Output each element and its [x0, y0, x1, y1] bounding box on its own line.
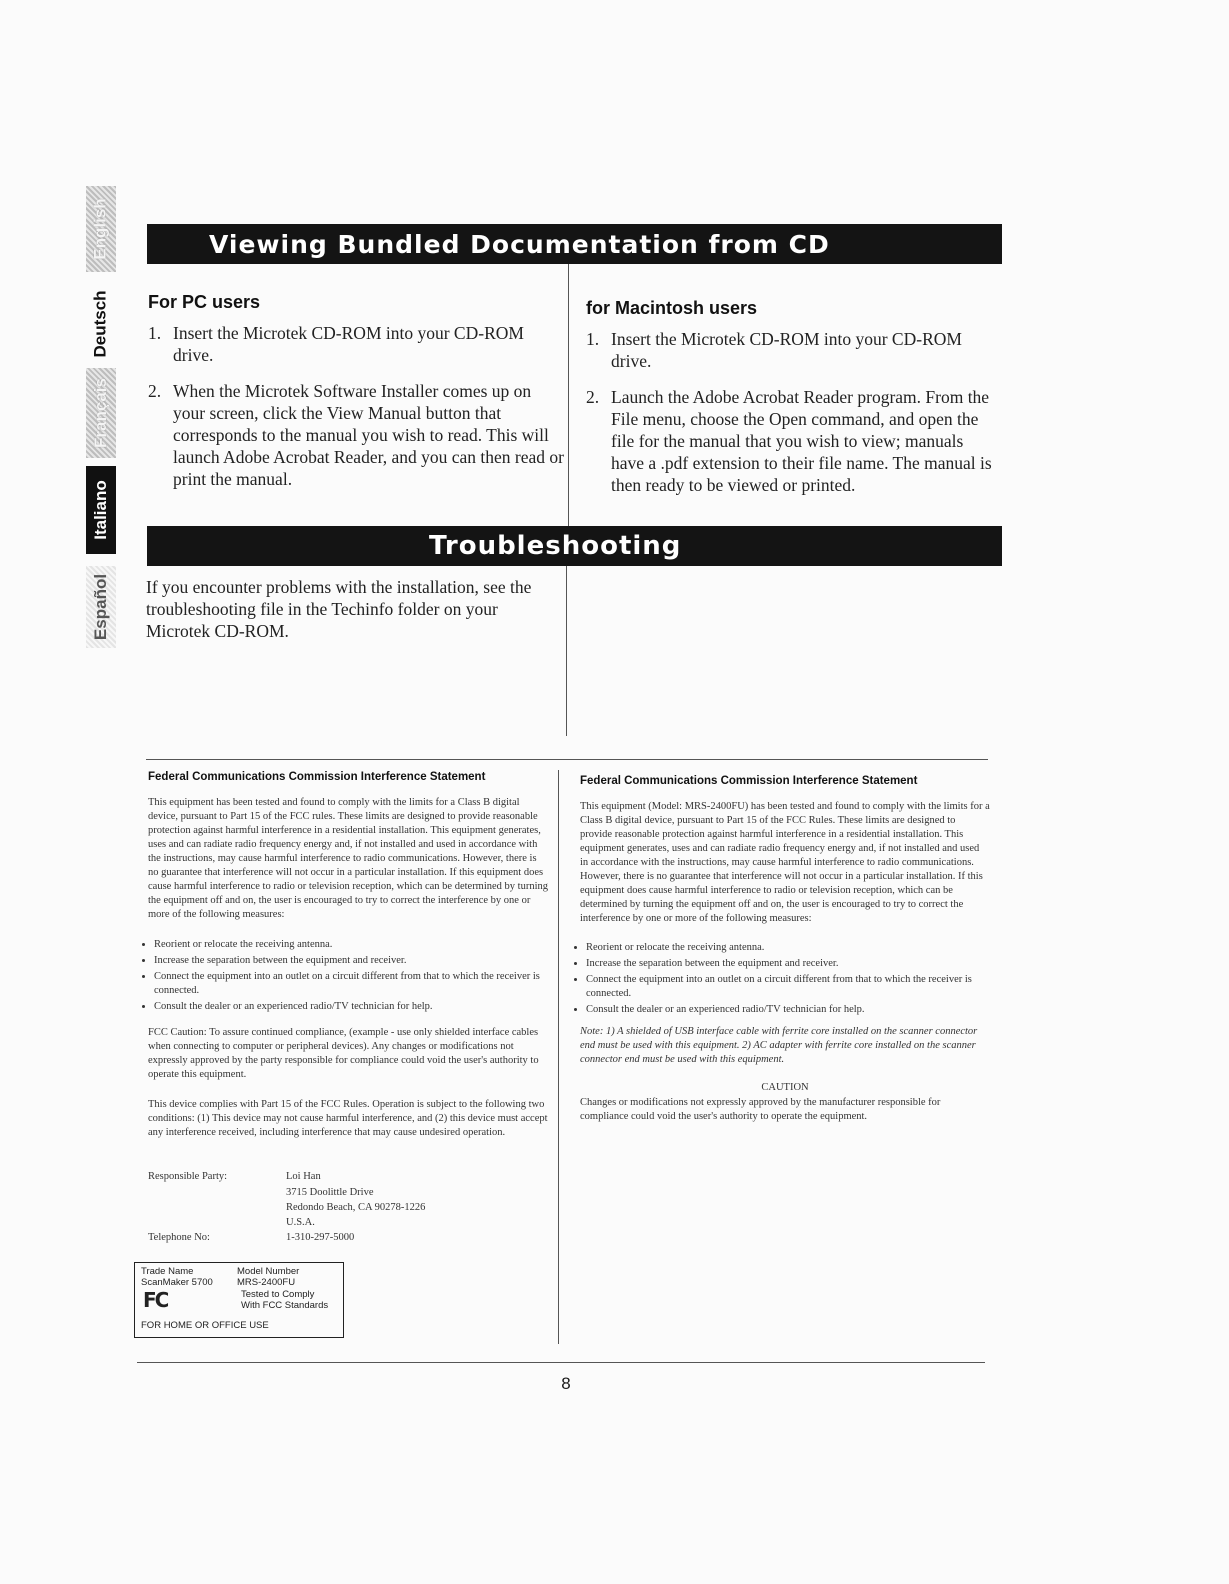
- fcc-left-caution: FCC Caution: To assure continued compliance, (example - use only shielded interface cables when connecting to computer or peripheral devices). Any changes or modifications not expressly approved by the party responsible for compliance could void the user's authority to operate this equipment.: [148, 1027, 539, 1080]
- fcc-right-note: Note: 1) A shielded of USB interface cable with ferrite core installed on the scanner connector end must be used with this equipment. 2) AC adapter with ferrite core installed on the scanner connector end must be used with this equipment.: [580, 1026, 978, 1065]
- tab-espanol: [86, 566, 116, 648]
- home-office-use: FOR HOME OR OFFICE USE: [141, 1320, 269, 1331]
- fcc-left-bullet: • Consult the dealer or an experienced radio/TV technician for help.: [154, 1000, 548, 1014]
- fcc-left-bullet: • Connect the equipment into an outlet on a circuit different from that to which the receiver is connected.: [154, 970, 548, 998]
- footer-rule: [137, 1362, 985, 1363]
- trade-name-value: ScanMaker 5700: [141, 1277, 213, 1288]
- responsible-line: Redondo Beach, CA 90278-1226: [286, 1202, 426, 1213]
- fcc-left-bullet: • Reorient or relocate the receiving antenna.: [154, 938, 548, 952]
- fcc-right-para1: This equipment (Model: MRS-2400FU) has been tested and found to comply with the limits for a Class B digital device, pursuant to Part 15 of the FCC Rules. These limits are designed to provide reasonable protection against harmful interference in a residential installation. This equipment generates, uses and can radiate radio frequency energy and, if not installed and used in accordance with the instructions, may cause harmful interference to radio communications. However, there is no guarantee that interference will not occur in a particular installation. If this equipment does cause harmful interference to radio or television reception, which can be determined by turning the equipment off and on, the user is encouraged to try to correct the interference by one or more of the following measures:: [580, 801, 990, 924]
- tab-english-label: English: [91, 198, 110, 260]
- model-number-value: MRS-2400FU: [237, 1277, 296, 1288]
- mac-users-heading: for Macintosh users: [586, 298, 758, 318]
- fcc-right-bullet: • Increase the separation between the equipment and receiver.: [586, 957, 990, 971]
- pc-step-1-text: Insert the Microtek CD-ROM into your CD-ROM drive.: [173, 323, 524, 365]
- fcc-right-bullet: • Connect the equipment into an outlet on a circuit different from that to which the receiver is connected.: [586, 973, 990, 1001]
- fcc-left-bullets: [138, 938, 548, 1018]
- column-divider-lower: [558, 770, 559, 1344]
- pc-step-2: [148, 380, 566, 490]
- pc-step-1: [148, 322, 558, 368]
- mac-step-1-text: Insert the Microtek CD-ROM into your CD-ROM drive.: [611, 329, 962, 371]
- mac-step-2: [586, 386, 1000, 496]
- tab-italiano: [86, 466, 116, 554]
- pc-step-2-num: 2.: [148, 381, 162, 401]
- fcc-right-bullet: • Consult the dealer or an experienced radio/TV technician for help.: [586, 1003, 990, 1017]
- fcc-right-heading: Federal Communications Commission Interference Statement: [580, 775, 918, 787]
- column-divider-middle: [566, 566, 567, 736]
- fcc-top-rule: [146, 759, 988, 760]
- fcc-logo: FC: [143, 1288, 168, 1312]
- fcc-left-heading: Federal Communications Commission Interference Statement: [148, 771, 486, 783]
- mac-step-2-text: Launch the Adobe Acrobat Reader program. From the File menu, choose the Open command, and open the file for the manual that you wish to view; manuals have a .pdf extension to their file name. The manual is then ready to be viewed or printed.: [611, 387, 992, 495]
- tab-deutsch: [86, 284, 116, 364]
- fcc-left-para2: This device complies with Part 15 of the FCC Rules. Operation is subject to the following two conditions: (1) This device may not cause harmful interference, and (2) this device must accept any interference received, including interference that may cause undesired operation.: [148, 1099, 548, 1138]
- responsible-line: Loi Han: [286, 1171, 321, 1182]
- fcc-right-bullets: [570, 941, 990, 1021]
- tab-espanol-label: Español: [91, 573, 110, 641]
- tab-deutsch-label: Deutsch: [91, 290, 111, 358]
- mac-step-1: [586, 328, 986, 374]
- mac-step-1-num: 1.: [586, 329, 600, 349]
- tested-line-2: With FCC Standards: [241, 1300, 329, 1311]
- section-troubleshooting-title: Troubleshooting: [429, 531, 682, 561]
- fcc-right-caution-title: CAUTION: [761, 1082, 809, 1093]
- mac-step-2-num: 2.: [586, 387, 600, 407]
- fcc-left-bullet: • Increase the separation between the equipment and receiver.: [154, 954, 548, 968]
- page-number: 8: [561, 1374, 571, 1393]
- tab-italiano-label: Italiano: [91, 480, 111, 540]
- fcc-right-bullet: • Reorient or relocate the receiving antenna.: [586, 941, 990, 955]
- column-divider-upper: [568, 264, 569, 526]
- responsible-line: 3715 Doolittle Drive: [286, 1187, 374, 1198]
- tested-line-1: Tested to Comply: [241, 1289, 315, 1300]
- pc-step-1-num: 1.: [148, 323, 162, 343]
- fcc-left-para1: This equipment has been tested and found to comply with the limits for a Class B digital device, pursuant to Part 15 of the FCC rules. These limits are designed to provide reasonable protection against harmful interference in a residential installation. This equipment generates, uses and can radiate radio frequency energy and, if not installed and used in accordance with the instructions, may cause harmful interference to radio communications. However, there is no guarantee that interference will not occur in a particular installation. If this equipment does cause harmful interference to radio or television reception, which can be determined by turning the equipment off and on, the user is encouraged to try to correct the interference by one or more of the following measures:: [148, 797, 549, 920]
- trade-name-label: Trade Name: [141, 1266, 194, 1277]
- responsible-line: U.S.A.: [286, 1217, 315, 1228]
- fcc-right-caution-text: Changes or modifications not expressly approved by the manufacturer responsible for compliance could void the user's authority to operate the equipment.: [580, 1097, 941, 1122]
- section-documentation-title: Viewing Bundled Documentation from CD: [209, 229, 830, 259]
- section-documentation-bar: [147, 224, 1002, 264]
- section-troubleshooting-bar: [147, 526, 1002, 566]
- tab-english: [86, 186, 116, 272]
- pc-users-heading: For PC users: [148, 292, 261, 312]
- pc-step-2-text: When the Microtek Software Installer comes up on your screen, click the View Manual button that corresponds to the manual you wish to read. This will launch Adobe Acrobat Reader, and you can then read or print the manual.: [173, 381, 564, 489]
- responsible-party-label: Responsible Party:: [148, 1171, 228, 1182]
- tab-francais: [86, 368, 116, 458]
- telephone-number: 1-310-297-5000: [286, 1232, 355, 1243]
- model-number-label: Model Number: [237, 1266, 300, 1277]
- telephone-label: Telephone No:: [148, 1232, 210, 1243]
- troubleshooting-text: If you encounter problems with the installation, see the troubleshooting file in the Techinfo folder on your Microtek CD-ROM.: [146, 577, 532, 641]
- tab-francais-label: Français: [91, 378, 110, 448]
- fcc-compliance-label-box: [134, 1262, 344, 1338]
